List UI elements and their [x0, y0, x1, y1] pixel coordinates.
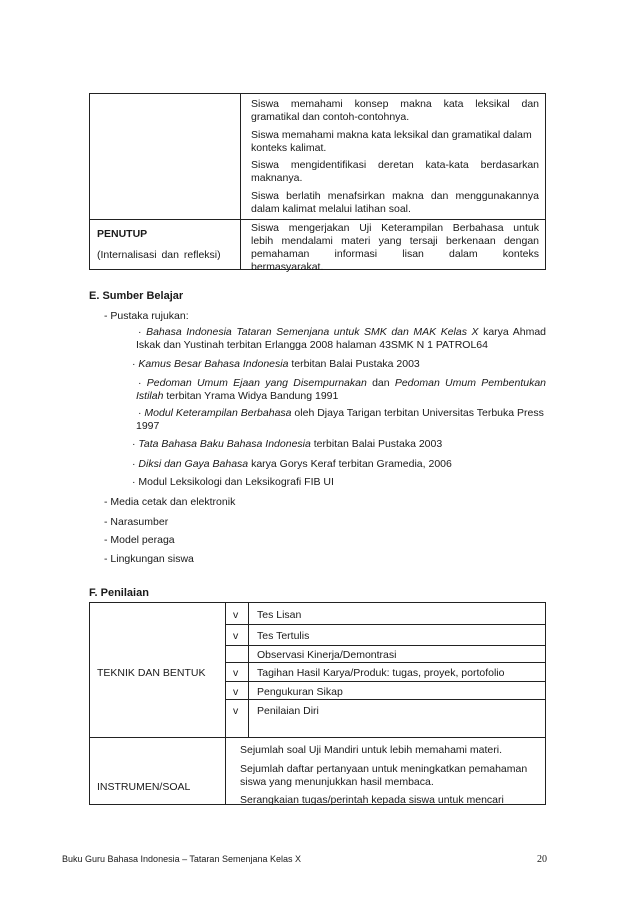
- activity-item: Siswa mengidentifikasi deretan kata-kata berdasarkan maknanya.: [251, 159, 539, 184]
- teknik-item: Pengukuran Sikap: [257, 686, 343, 698]
- instrumen-item: Sejumlah daftar pertanyaan untuk meningkatkan pemahaman: [240, 763, 528, 775]
- table-divider: [89, 219, 546, 220]
- teknik-item: Observasi Kinerja/Demontrasi: [257, 649, 397, 661]
- page-number: 20: [537, 854, 547, 865]
- check-mark: v: [233, 686, 239, 698]
- table-divider: [225, 645, 546, 646]
- table-divider: [225, 699, 546, 700]
- activity-item: Siswa berlatih menafsirkan makna dan menggunakannya dalam kalimat melalui latihan soal.: [251, 190, 539, 215]
- pustaka-label: - Pustaka rujukan:: [104, 310, 189, 322]
- instrumen-item: Sejumlah soal Uji Mandiri untuk lebih memahami materi.: [240, 744, 503, 756]
- table-divider: [225, 662, 546, 663]
- reference-item: · Diksi dan Gaya Bahasa karya Gorys Keraf terbitan Gramedia, 2006: [132, 458, 452, 470]
- activity-item: Siswa memahami konsep makna kata leksikal dan gramatikal dan contoh-contohnya.: [251, 98, 539, 123]
- table-divider: [248, 602, 249, 737]
- source-item: - Lingkungan siswa: [104, 553, 194, 565]
- page-footer-title: Buku Guru Bahasa Indonesia – Tataran Semenjana Kelas X: [62, 854, 301, 864]
- reference-item: · Modul Leksikologi dan Leksikografi FIB UI: [132, 476, 334, 488]
- reference-item: · Bahasa Indonesia Tataran Semenjana untuk SMK dan MAK Kelas X karya Ahmad Iskak dan Yustinah terbitan Erlangga 2008 halaman 43SMK N 1 PATROL64: [136, 326, 547, 351]
- instrumen-item: siswa yang menunjukkan hasil membaca.: [240, 776, 434, 788]
- check-mark: v: [233, 630, 239, 642]
- section-heading-penilaian: F. Penilaian: [89, 587, 149, 599]
- source-item: - Narasumber: [104, 516, 169, 528]
- instrumen-item: Serangkaian tugas/perintah kepada siswa untuk mencari: [240, 794, 504, 806]
- penutup-title: PENUTUP: [97, 228, 148, 240]
- teknik-item: Tes Tertulis: [257, 630, 310, 642]
- reference-item: · Tata Bahasa Baku Bahasa Indonesia terbitan Balai Pustaka 2003: [132, 438, 443, 450]
- table-divider: [240, 93, 241, 270]
- source-item: - Media cetak dan elektronik: [104, 496, 236, 508]
- table-divider: [225, 602, 226, 805]
- reference-item: · Pedoman Umum Ejaan yang Disempurnakan dan Pedoman Umum Pembentukan Istilah terbitan Yrama Widya Bandung 1991: [136, 377, 547, 402]
- section-heading-sumber-belajar: E. Sumber Belajar: [89, 290, 184, 302]
- table-divider: [89, 737, 546, 738]
- reference-item: · Modul Keterampilan Berbahasa oleh Djaya Tarigan terbitan Universitas Terbuka Press 1997: [136, 407, 544, 432]
- table-divider: [225, 681, 546, 682]
- teknik-item: Tes Lisan: [257, 609, 302, 621]
- activity-item: Siswa memahami makna kata leksikal dan gramatikal dalam konteks kalimat.: [251, 129, 532, 154]
- teknik-item: Penilaian Diri: [257, 705, 319, 717]
- table-divider: [225, 624, 546, 625]
- teknik-label: TEKNIK DAN BENTUK: [97, 667, 206, 679]
- check-mark: v: [233, 667, 239, 679]
- reference-item: · Kamus Besar Bahasa Indonesia terbitan Balai Pustaka 2003: [132, 358, 420, 370]
- check-mark: v: [233, 609, 239, 621]
- penutup-subtitle: (Internalisasi dan refleksi): [97, 249, 221, 261]
- penutup-description: Siswa mengerjakan Uji Keterampilan Berbahasa untuk lebih mendalami materi yang tersaji berkenaan dengan pemahaman informasi lisan dalam konteks bermasyarakat.: [251, 222, 539, 273]
- teknik-item: Tagihan Hasil Karya/Produk: tugas, proyek, portofolio: [257, 667, 505, 679]
- instrumen-label: INSTRUMEN/SOAL: [97, 781, 191, 793]
- check-mark: v: [233, 705, 239, 717]
- source-item: - Model peraga: [104, 534, 175, 546]
